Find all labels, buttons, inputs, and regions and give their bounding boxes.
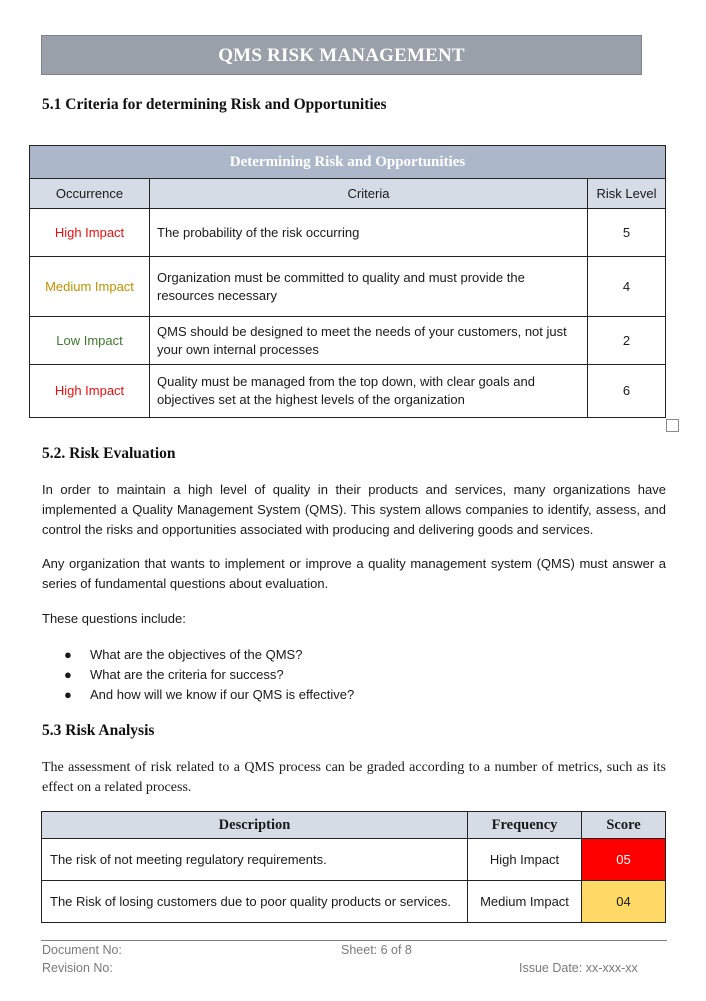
risk-level-cell: 2 <box>588 317 666 365</box>
score-cell: 05 <box>582 839 666 881</box>
criteria-cell: The probability of the risk occurring <box>150 209 588 257</box>
list-item <box>64 665 354 685</box>
criteria-cell: QMS should be designed to meet the needs of your customers, not just your own internal processes <box>150 317 588 365</box>
table-row <box>30 209 666 257</box>
table-resize-handle[interactable] <box>666 419 679 432</box>
table-row <box>30 257 666 317</box>
score-cell: 04 <box>582 881 666 923</box>
footer-sheet: Sheet: 6 of 8 <box>341 943 412 957</box>
occurrence-cell: High Impact <box>30 209 150 257</box>
section-5-2-heading: 5.2. Risk Evaluation <box>42 445 176 462</box>
table-caption: Determining Risk and Opportunities <box>30 146 666 179</box>
column-header-frequency: Frequency <box>468 812 582 839</box>
list-item-text: What are the criteria for success? <box>90 667 284 682</box>
list-item-text: What are the objectives of the QMS? <box>90 647 303 662</box>
risk-level-cell: 6 <box>588 365 666 418</box>
table-row <box>30 365 666 418</box>
column-header-criteria: Criteria <box>150 179 588 209</box>
risk-level-cell: 4 <box>588 257 666 317</box>
occurrence-cell: Low Impact <box>30 317 150 365</box>
questions-intro: These questions include: <box>42 611 186 626</box>
frequency-cell: Medium Impact <box>468 881 582 923</box>
description-cell: The risk of not meeting regulatory requirements. <box>42 839 468 881</box>
analysis-paragraph: The assessment of risk related to a QMS process can be graded according to a number of metrics, such as its effect on a related process. <box>42 760 666 795</box>
column-header-score: Score <box>582 812 666 839</box>
column-header-risk-level: Risk Level <box>588 179 666 209</box>
table-row <box>30 317 666 365</box>
bullet-icon: ● <box>64 667 72 682</box>
bullet-icon: ● <box>64 687 72 702</box>
table-row <box>42 839 666 881</box>
risk-level-cell: 5 <box>588 209 666 257</box>
questions-list <box>64 645 354 705</box>
footer-document-no: Document No: <box>42 943 122 957</box>
frequency-cell: High Impact <box>468 839 582 881</box>
footer-revision-no: Revision No: <box>42 961 113 975</box>
footer-divider <box>41 940 667 941</box>
list-item-text: And how will we know if our QMS is effective? <box>90 687 355 702</box>
column-header-description: Description <box>42 812 468 839</box>
column-header-occurrence: Occurrence <box>30 179 150 209</box>
risk-opportunities-table <box>29 145 666 418</box>
occurrence-cell: Medium Impact <box>30 257 150 317</box>
footer-issue-date: Issue Date: xx-xxx-xx <box>519 961 638 975</box>
bullet-icon: ● <box>64 647 72 662</box>
document-title-banner: QMS RISK MANAGEMENT <box>41 35 642 75</box>
section-5-1-heading: 5.1 Criteria for determining Risk and Opportunities <box>42 96 387 113</box>
occurrence-cell: High Impact <box>30 365 150 418</box>
table-row <box>42 881 666 923</box>
evaluation-paragraph-2: Any organization that wants to implement or improve a quality management system (QMS) must answer a series of fundamental questions about evaluation. <box>42 556 666 591</box>
evaluation-paragraph-1: In order to maintain a high level of quality in their products and services, many organizations have implemented a Quality Management System (QMS). This system allows companies to identify, assess, and control the risks and opportunities associated with producing and delivering goods and services. <box>42 482 666 537</box>
description-cell: The Risk of losing customers due to poor quality products or services. <box>42 881 468 923</box>
criteria-cell: Quality must be managed from the top down, with clear goals and objectives set at the highest levels of the organization <box>150 365 588 418</box>
section-5-3-heading: 5.3 Risk Analysis <box>42 722 155 739</box>
risk-analysis-table <box>41 811 666 923</box>
list-item <box>64 685 354 705</box>
criteria-cell: Organization must be committed to quality and must provide the resources necessary <box>150 257 588 317</box>
list-item <box>64 645 354 665</box>
